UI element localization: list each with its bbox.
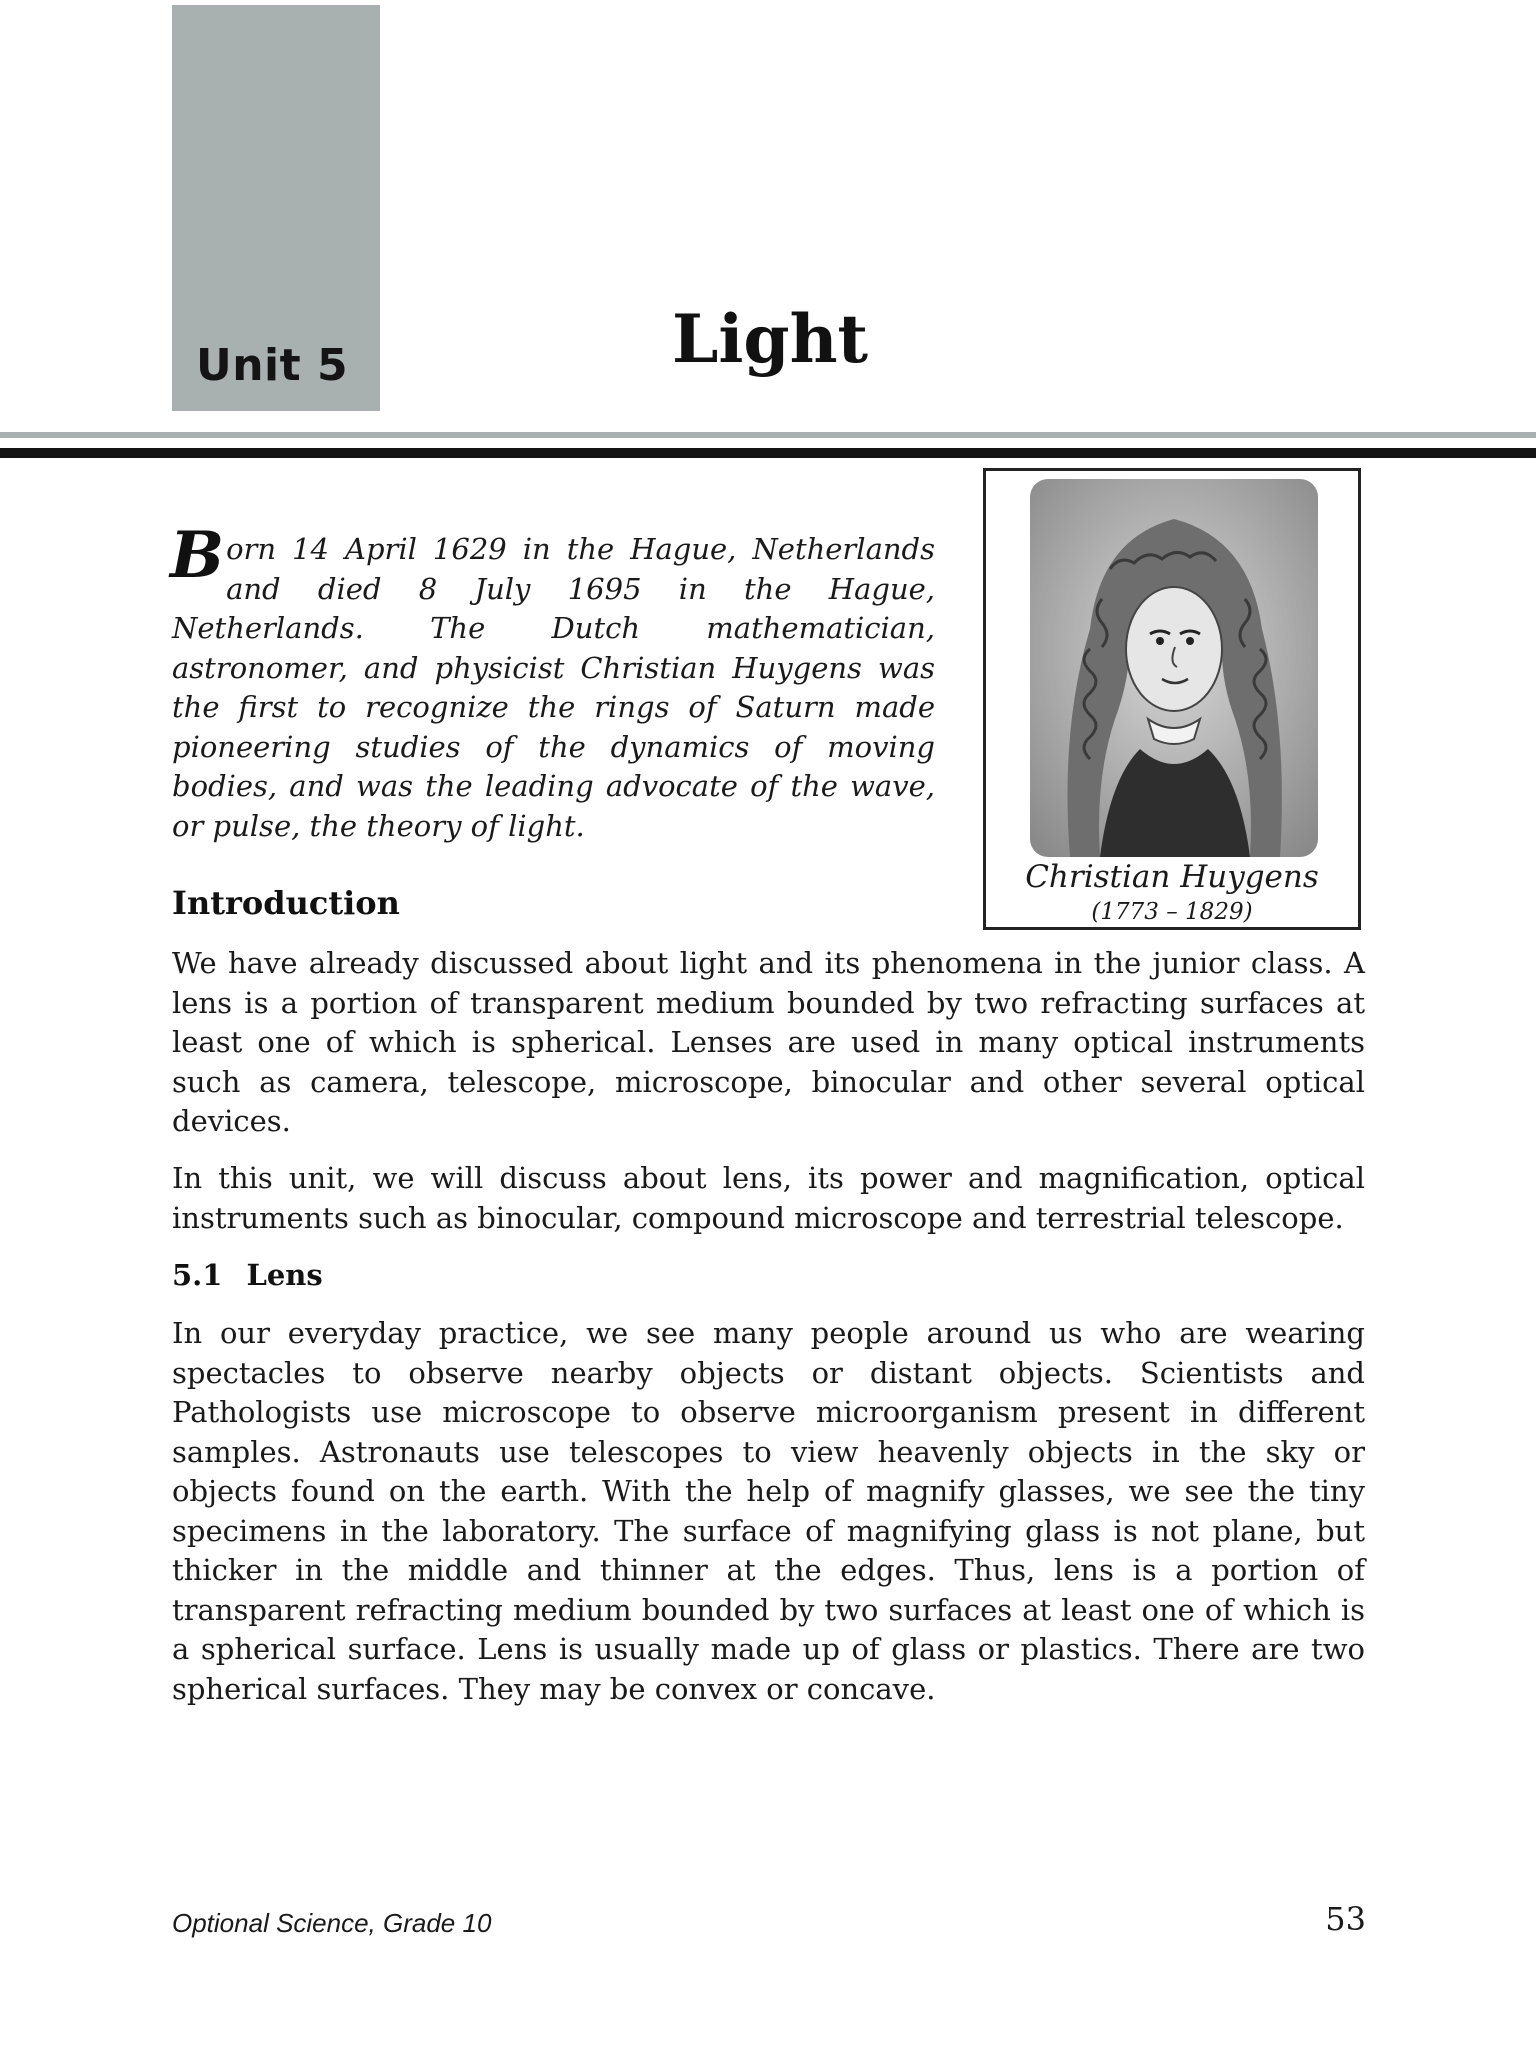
- biography-paragraph: [170, 518, 935, 846]
- introduction-paragraph-2: In this unit, we will discuss about lens, its power and magnification, optical instruments such as binocular, compound microscope and terrestrial telescope.: [172, 1161, 1365, 1235]
- portrait-engraving: [1030, 479, 1318, 857]
- introduction-heading: Introduction: [172, 884, 400, 922]
- section-heading: [172, 1258, 323, 1292]
- header-rule-black: [0, 448, 1536, 458]
- footer-book-title: Optional Science, Grade 10: [172, 1908, 492, 1938]
- portrait-caption-years: (1773 – 1829): [1091, 899, 1253, 925]
- header-rule-gray: [0, 432, 1536, 438]
- footer-page-number: 53: [1325, 1900, 1366, 1938]
- unit-box: [172, 5, 380, 411]
- unit-label: Unit 5: [196, 340, 349, 391]
- portrait-frame: [983, 468, 1361, 930]
- portrait-caption-name: Christian Huygens: [1025, 859, 1319, 895]
- lens-paragraph: In our everyday practice, we see many people around us who are wearing spectacles to observe nearby objects or distant objects. Scientists and Pathologists use microscope to observe microorganism present in different samples. Astronauts use telescopes to view heavenly objects in the sky or objects found on the earth. With the help of magnify glasses, we see the tiny specimens in the laboratory. The surface of magnifying glass is not plane, but thicker in the middle and thinner at the edges. Thus, lens is a portion of transparent refracting medium bounded by two surfaces at least one of which is a spherical surface. Lens is usually made up of glass or plastics. There are two spherical surfaces. They may be convex or concave.: [172, 1316, 1365, 1706]
- section-number: 5.1: [172, 1258, 223, 1292]
- section-title: Lens: [246, 1258, 323, 1292]
- chapter-title: Light: [671, 300, 869, 378]
- drop-cap: B: [170, 518, 225, 593]
- biography-text: orn 14 April 1629 in the Hague, Netherlands and died 8 July 1695 in the Hague, Netherlands. The Dutch mathematician, astronomer, and physicist Christian Huygens was the first to recognize the rings of Saturn made pioneering studies of the dynamics of moving bodies, and was the leading advocate of the wave, or pulse, the theory of light.: [172, 532, 935, 843]
- introduction-paragraph-1: We have already discussed about light and its phenomena in the junior class. A lens is a portion of transparent medium bounded by two refracting surfaces at least one of which is spherical. Lenses are used in many optical instruments such as camera, telescope, microscope, binocular and other several optical devices.: [172, 946, 1365, 1138]
